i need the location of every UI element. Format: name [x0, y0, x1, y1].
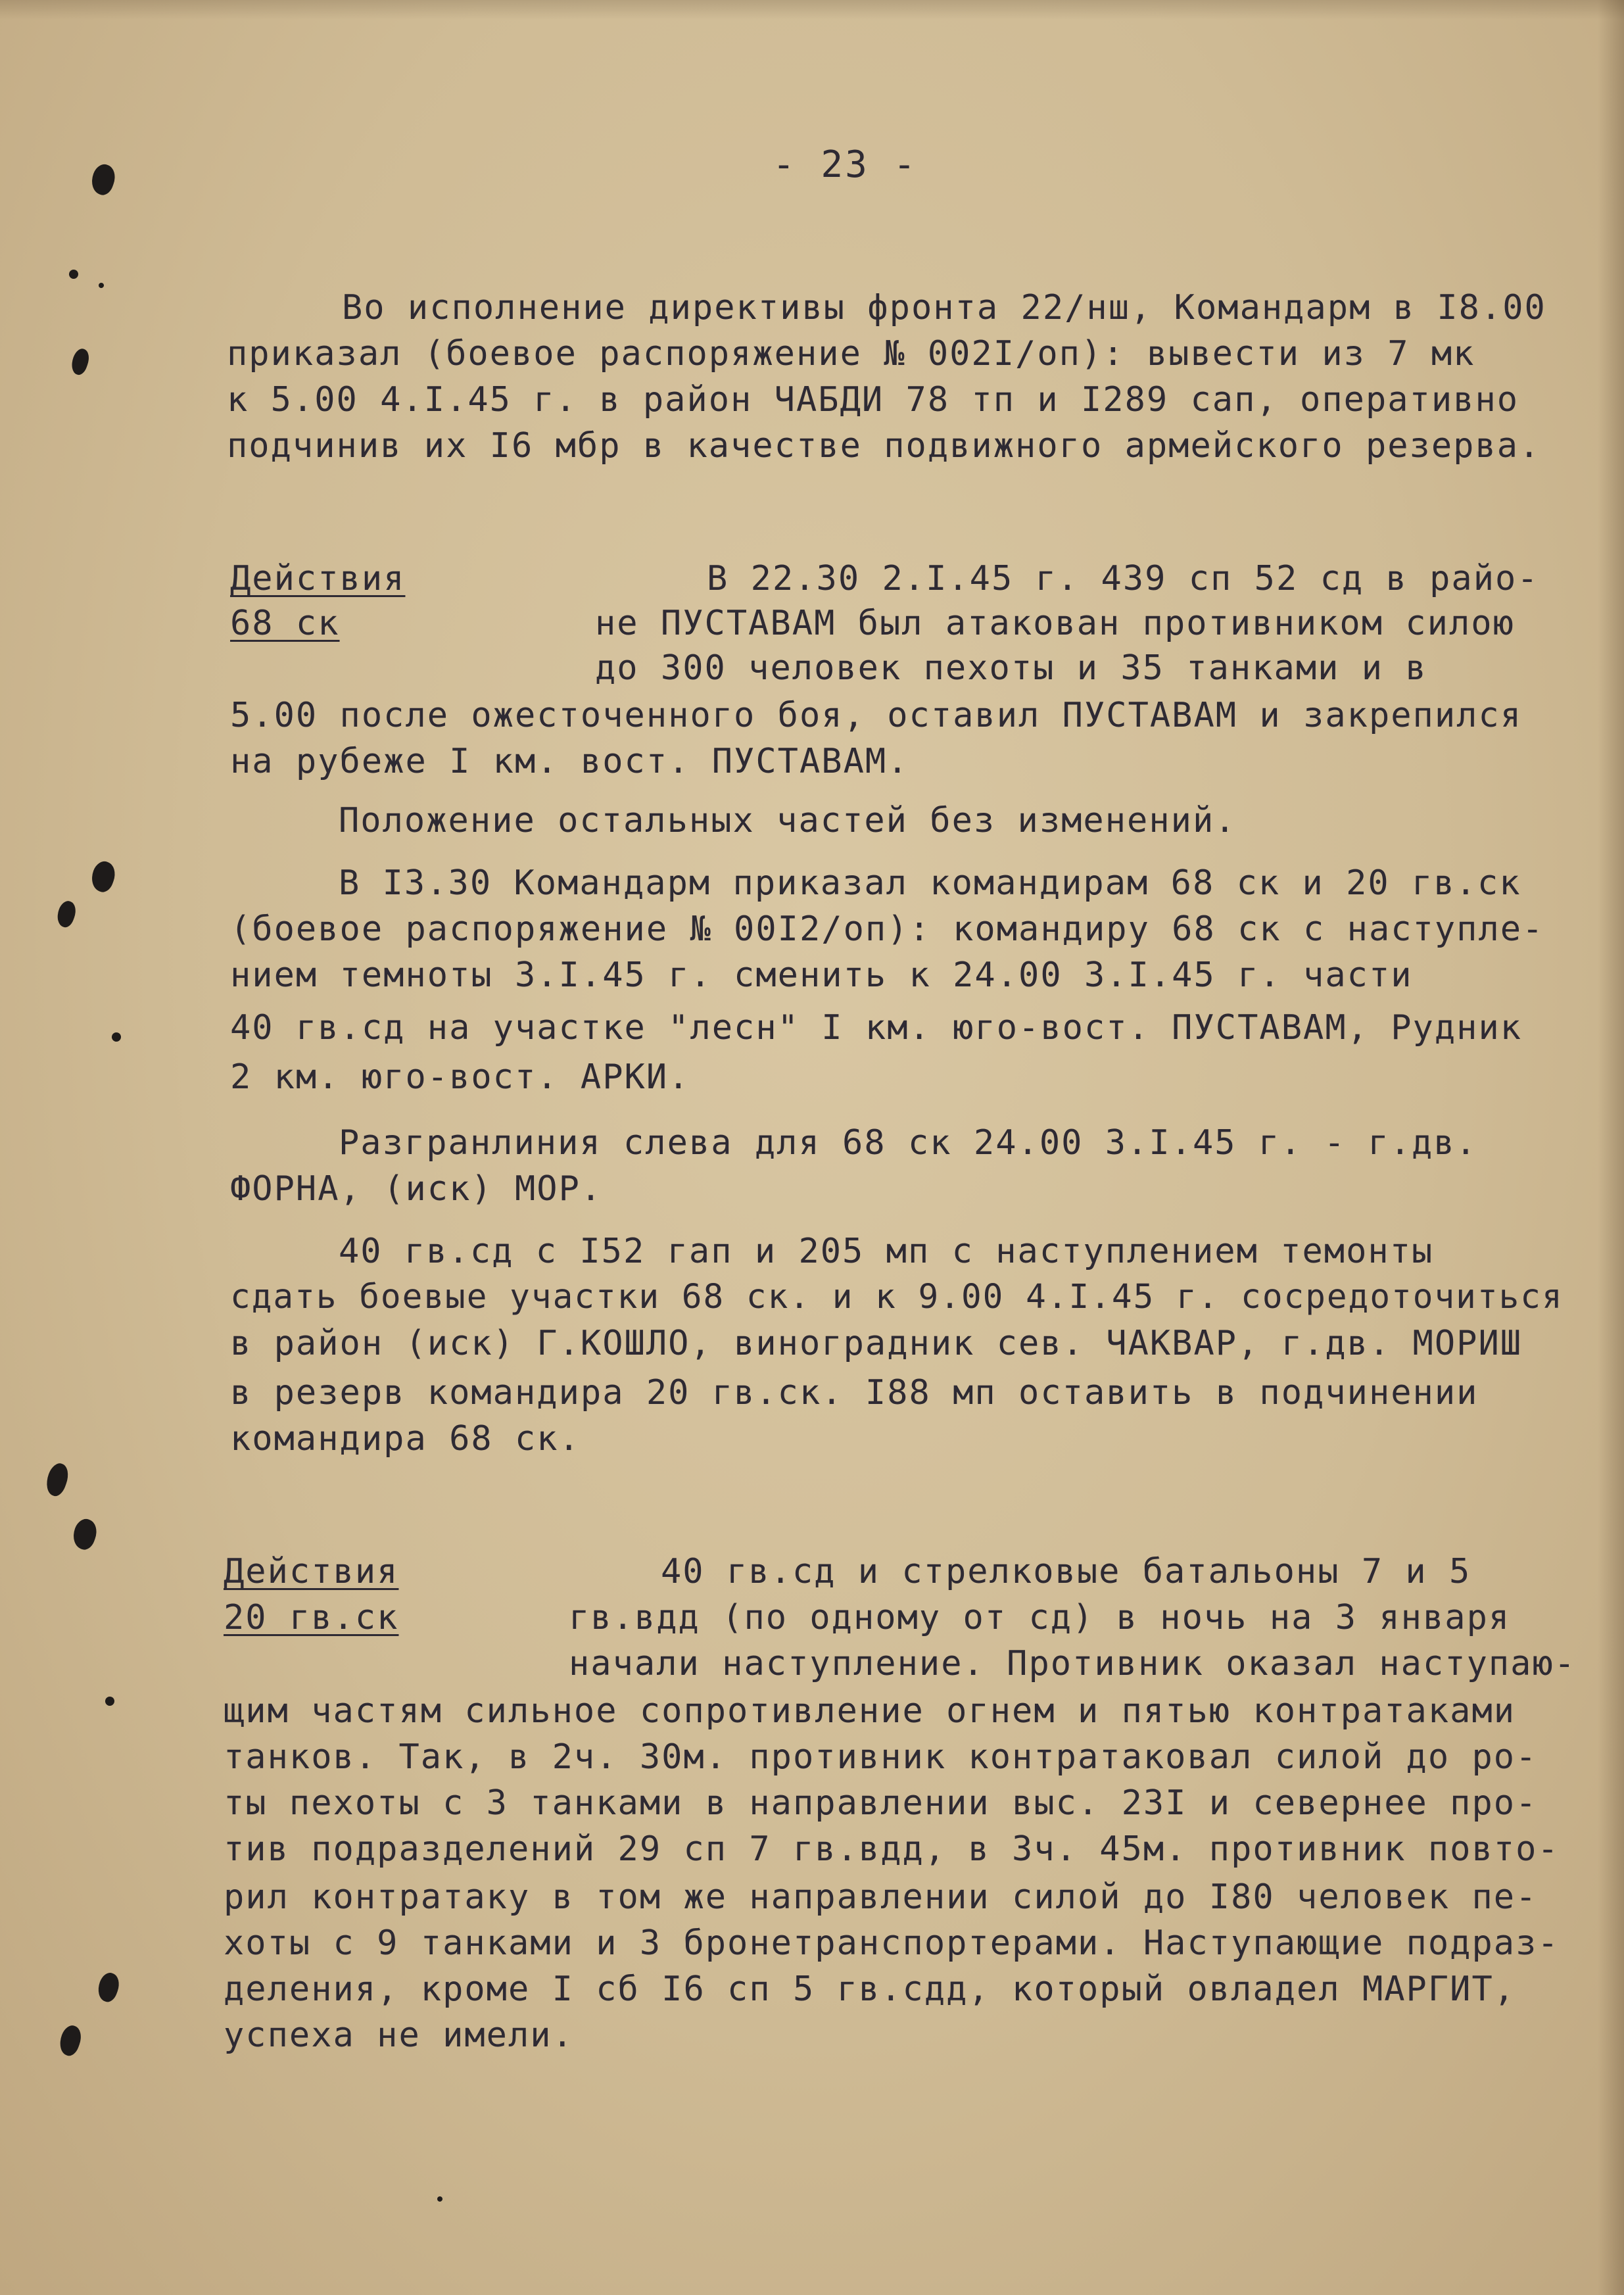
text-line: гв.вдд (по одному от сд) в ночь на 3 января [569, 1598, 1511, 1637]
punch-hole [94, 1970, 122, 2004]
text-line: тив подразделений 29 сп 7 гв.вдд, в 3ч. 45м. противник повто- [224, 1829, 1560, 1869]
punch-hole [54, 899, 79, 929]
text-line: до 300 человек пехоты и 35 танками и в [595, 648, 1427, 688]
text-line: 2 км. юго-вост. АРКИ. [230, 1057, 690, 1097]
punch-hole [87, 859, 119, 895]
text-line: 40 гв.сд на участке "лесн" I км. юго-вост. ПУСТАВАМ, Рудник [230, 1008, 1523, 1048]
text-line: Во исполнение директивы фронта 22/нш, Командарм в I8.00 [342, 288, 1546, 327]
text-line: командира 68 ск. [230, 1419, 581, 1459]
paper-right-edge [1598, 0, 1624, 2295]
punch-hole [68, 268, 80, 280]
text-line: щим частям сильное сопротивление огнем и пятью контратаками [224, 1691, 1516, 1731]
text-line: Положение остальных частей без изменений. [339, 801, 1237, 840]
punch-hole [104, 1695, 116, 1707]
punch-hole [69, 1516, 101, 1553]
punch-hole [68, 347, 92, 377]
text-line: не ПУСТАВАМ был атакован противником силою [595, 604, 1515, 643]
text-line: к 5.00 4.I.45 г. в район ЧАБДИ 78 тп и I289 сап, оперативно [227, 380, 1519, 420]
text-line: успеха не имели. [224, 2016, 574, 2055]
text-line: нием темноты 3.I.45 г. сменить к 24.00 3.I.45 г. части [230, 955, 1413, 995]
text-line: хоты с 9 танками и 3 бронетранспортерами. Наступающие подраз- [224, 1923, 1560, 1963]
section-heading: 20 гв.ск [224, 1598, 399, 1637]
text-line: В I3.30 Командарм приказал командирам 68 ск и 20 гв.ск [339, 863, 1521, 903]
text-line: Разгранлиния слева для 68 ск 24.00 3.I.45 г. - г.дв. [339, 1123, 1477, 1163]
text-line: деления, кроме I сб I6 сп 5 гв.сдд, который овладел МАРГИТ, [224, 1969, 1516, 2009]
punch-hole [42, 1461, 72, 1498]
section-heading: Действия [224, 1552, 399, 1591]
punch-hole [110, 1031, 122, 1043]
text-line: на рубеже I км. вост. ПУСТАВАМ. [230, 742, 909, 781]
page-number: - 23 - [773, 143, 918, 186]
text-line: в район (иск) Г.КОШЛО, виноградник сев. ЧАКВАР, г.дв. МОРИШ [230, 1324, 1523, 1363]
text-line: приказал (боевое распоряжение № 002I/оп): вывести из 7 мк [227, 334, 1475, 374]
punch-hole [98, 282, 105, 289]
section-heading: 68 ск [230, 604, 340, 643]
text-line: ты пехоты с 3 танками в направлении выс. 23I и севернее про- [224, 1783, 1538, 1823]
text-line: (боевое распоряжение № 00I2/оп): командиру 68 ск с наступле- [230, 909, 1544, 949]
text-line: начали наступление. Противник оказал наступаю- [569, 1644, 1577, 1683]
text-line: сдать боевые участки 68 ск. и к 9.00 4.I.45 г. сосредоточиться [230, 1278, 1564, 1317]
text-line: танков. Так, в 2ч. 30м. противник контратаковал силой до ро- [224, 1737, 1538, 1777]
text-line: ФОРНА, (иск) МОР. [230, 1169, 603, 1209]
text-line: 40 гв.сд с I52 гап и 205 мп с наступлением темонты [339, 1232, 1434, 1271]
text-line: 40 гв.сд и стрелковые батальоны 7 и 5 [661, 1552, 1471, 1591]
text-line: рил контратаку в том же направлении силой до I80 человек пе- [224, 1877, 1538, 1917]
ink-speck [437, 2196, 443, 2202]
punch-hole [56, 2023, 85, 2058]
text-line: 5.00 после ожесточенного боя, оставил ПУСТАВАМ и закрепился [230, 696, 1523, 735]
paper-top-edge [0, 0, 1624, 20]
text-line: подчинив их I6 мбр в качестве подвижного армейского резерва. [227, 426, 1541, 466]
text-line: в резерв командира 20 гв.ск. I88 мп оставить в подчинении [230, 1373, 1479, 1413]
punch-hole [87, 162, 119, 198]
section-heading: Действия [230, 559, 406, 598]
text-line: В 22.30 2.I.45 г. 439 сп 52 сд в райо- [707, 559, 1539, 598]
